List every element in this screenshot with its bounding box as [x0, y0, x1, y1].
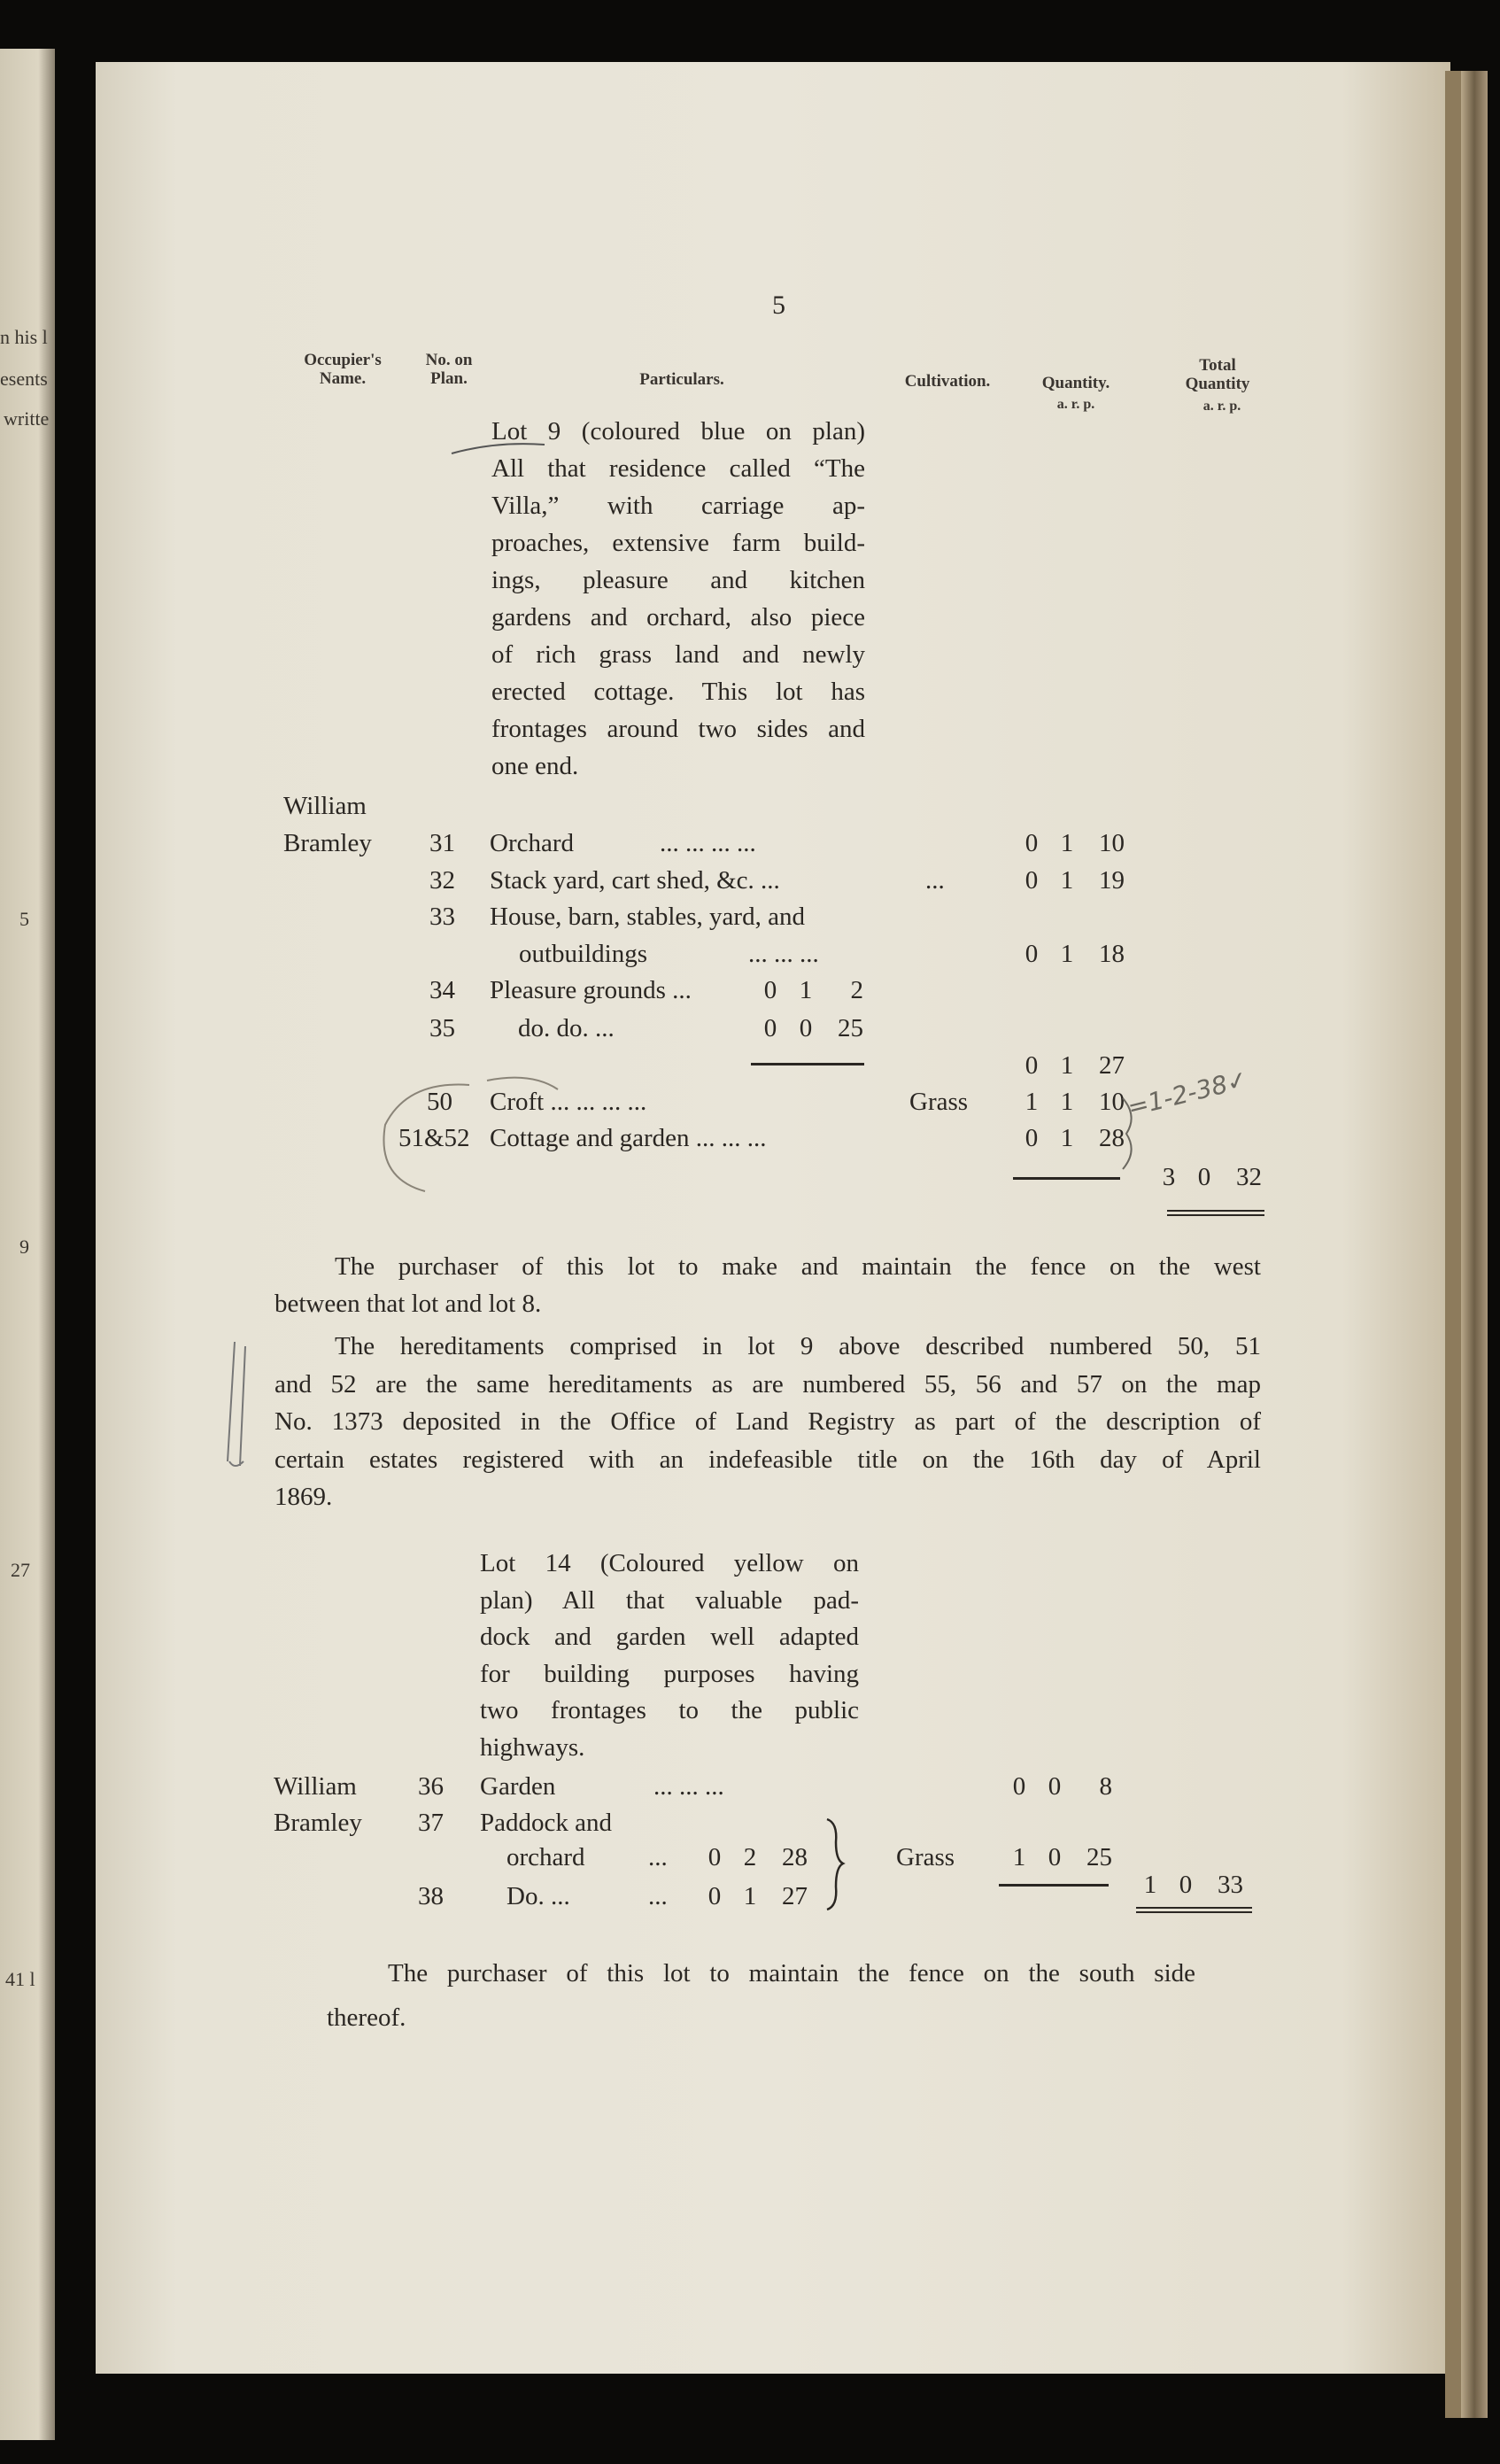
particulars-continued: orchard [506, 1843, 585, 1871]
margin-fragment: 9 [19, 1236, 29, 1258]
sub-quantity: 0 0 25 [763, 1014, 863, 1042]
paragraph-line: The purchaser of this lot to make and maintain the fence on the west [335, 1252, 1261, 1281]
margin-fragment: 27 [11, 1559, 30, 1581]
cultivation: Grass [909, 1088, 969, 1116]
double-rule [1167, 1214, 1264, 1216]
sub-quantity: 0 1 2 [763, 976, 863, 1004]
sub-quantity: 0 1 27 [707, 1882, 808, 1910]
particulars: do. do. ... [518, 1014, 615, 1042]
leader-dots: ... ... ... [653, 1772, 724, 1801]
plan-number: 35 [429, 1014, 455, 1042]
paragraph-line: and 52 are the same hereditaments as are numbered 55, 56 and 57 on the map [274, 1370, 1261, 1399]
header-total-units: a. r. p. [1202, 399, 1241, 414]
description-line: frontages around two sides and [491, 715, 865, 743]
cultivation: Grass [896, 1843, 955, 1871]
description-line: Lot 9 (coloured blue on plan) [491, 417, 865, 446]
header-total: Total Quantity [1185, 356, 1250, 393]
leader-dots: ... ... ... [748, 940, 819, 968]
paragraph-line: certain estates registered with an indefeasible title on the 16th day of April [274, 1445, 1261, 1474]
particulars: Croft ... ... ... ... [490, 1088, 647, 1116]
description-line: Lot 14 (Coloured yellow on [480, 1549, 859, 1577]
header-occupier: Occupier's Name. [304, 351, 382, 388]
plan-number: 50 [427, 1088, 452, 1116]
handwritten-note: =1-2-38✓ [1125, 1064, 1251, 1123]
total-rule [1013, 1177, 1120, 1180]
paragraph-line: thereof. [327, 2003, 406, 2032]
page-number: 5 [772, 291, 785, 320]
description-line: dock and garden well adapted [480, 1623, 859, 1651]
margin-fragment: n his l [0, 326, 48, 348]
plan-number: 33 [429, 903, 455, 931]
particulars: Paddock and [480, 1809, 612, 1837]
pencil-margin-mark [217, 1337, 261, 1470]
margin-fragment: esents [0, 368, 48, 390]
occupier-name: Bramley [274, 1809, 362, 1837]
occupier-name: Bramley [283, 829, 372, 857]
description-line: proaches, extensive farm build- [491, 529, 865, 557]
header-quantity: Quantity. [1041, 374, 1110, 392]
header-cultivation: Cultivation. [904, 372, 991, 391]
particulars: Orchard [490, 829, 575, 857]
plan-number: 31 [429, 829, 455, 857]
description-line: of rich grass land and newly [491, 640, 865, 669]
paragraph-line: The purchaser of this lot to maintain the fence on the south side [388, 1959, 1195, 1987]
description-line: for building purposes having [480, 1660, 859, 1688]
paragraph-line: The hereditaments comprised in lot 9 above described numbered 50, 51 [335, 1332, 1261, 1360]
description-line: Villa,” with carriage ap- [491, 492, 865, 520]
header-particulars: Particulars. [639, 370, 724, 389]
occupier-name: William [274, 1772, 357, 1801]
quantity: 1 1 10 [1024, 1088, 1125, 1116]
quantity: 1 0 25 [1012, 1843, 1112, 1871]
plan-number: 37 [418, 1809, 444, 1837]
paragraph-line: 1869. [274, 1483, 333, 1511]
leader-dots: ... [925, 866, 945, 895]
description-line: gardens and orchard, also piece [491, 603, 865, 631]
quantity: 0 0 8 [1012, 1772, 1112, 1801]
total-rule [999, 1884, 1109, 1887]
leader-dots: ... [648, 1882, 668, 1910]
header-plan: No. on Plan. [425, 351, 473, 388]
paragraph-line: between that lot and lot 8. [274, 1290, 542, 1318]
particulars: House, barn, stables, yard, and [490, 903, 805, 931]
margin-fragment: 5 [19, 908, 29, 930]
description-line: All that residence called “The [491, 454, 865, 483]
plan-number: 32 [429, 866, 455, 895]
occupier-name: William [283, 792, 367, 820]
plan-number: 34 [429, 976, 455, 1004]
plan-number: 36 [418, 1772, 444, 1801]
pencil-circle-mark [354, 1063, 1151, 1205]
leader-dots: ... [648, 1843, 668, 1871]
description-line: one end. [491, 752, 579, 780]
total-quantity: 3 0 32 [1162, 1163, 1262, 1191]
particulars: Stack yard, cart shed, &c. ... [490, 866, 780, 895]
plan-number: 38 [418, 1882, 444, 1910]
particulars: Cottage and garden ... ... ... [490, 1124, 767, 1152]
paragraph-line: No. 1373 deposited in the Office of Land Registry as part of the description of [274, 1407, 1261, 1436]
particulars: Pleasure grounds ... [490, 976, 692, 1004]
sub-quantity: 0 2 28 [707, 1843, 808, 1871]
plan-number: 51&52 [398, 1124, 470, 1152]
total-quantity: 1 0 33 [1143, 1871, 1243, 1899]
description-line: highways. [480, 1733, 585, 1762]
double-rule [1136, 1907, 1252, 1909]
description-line: two frontages to the public [480, 1696, 859, 1724]
quantity: 0 1 10 [1024, 829, 1125, 857]
margin-fragment: 41 l [5, 1968, 35, 1990]
quantity: 0 1 19 [1024, 866, 1125, 895]
quantity: 0 1 28 [1024, 1124, 1125, 1152]
particulars: Do. ... [506, 1882, 570, 1910]
brace [823, 1816, 850, 1913]
double-rule [1167, 1210, 1264, 1212]
leader-dots: ... ... ... ... [660, 829, 756, 857]
subtotal-quantity: 0 1 27 [1024, 1051, 1125, 1080]
pencil-underline-mark [443, 434, 549, 461]
particulars: Garden [480, 1772, 556, 1801]
double-rule [1136, 1911, 1252, 1913]
page-edge [1461, 71, 1488, 2418]
margin-fragment: writte [4, 407, 50, 430]
page-edge [1445, 71, 1461, 2418]
header-quantity-units: a. r. p. [1056, 397, 1095, 412]
particulars-continued: outbuildings [519, 940, 648, 968]
quantity: 0 1 18 [1024, 940, 1125, 968]
description-line: plan) All that valuable pad- [480, 1586, 859, 1615]
description-line: erected cottage. This lot has [491, 678, 865, 706]
description-line: ings, pleasure and kitchen [491, 566, 865, 594]
